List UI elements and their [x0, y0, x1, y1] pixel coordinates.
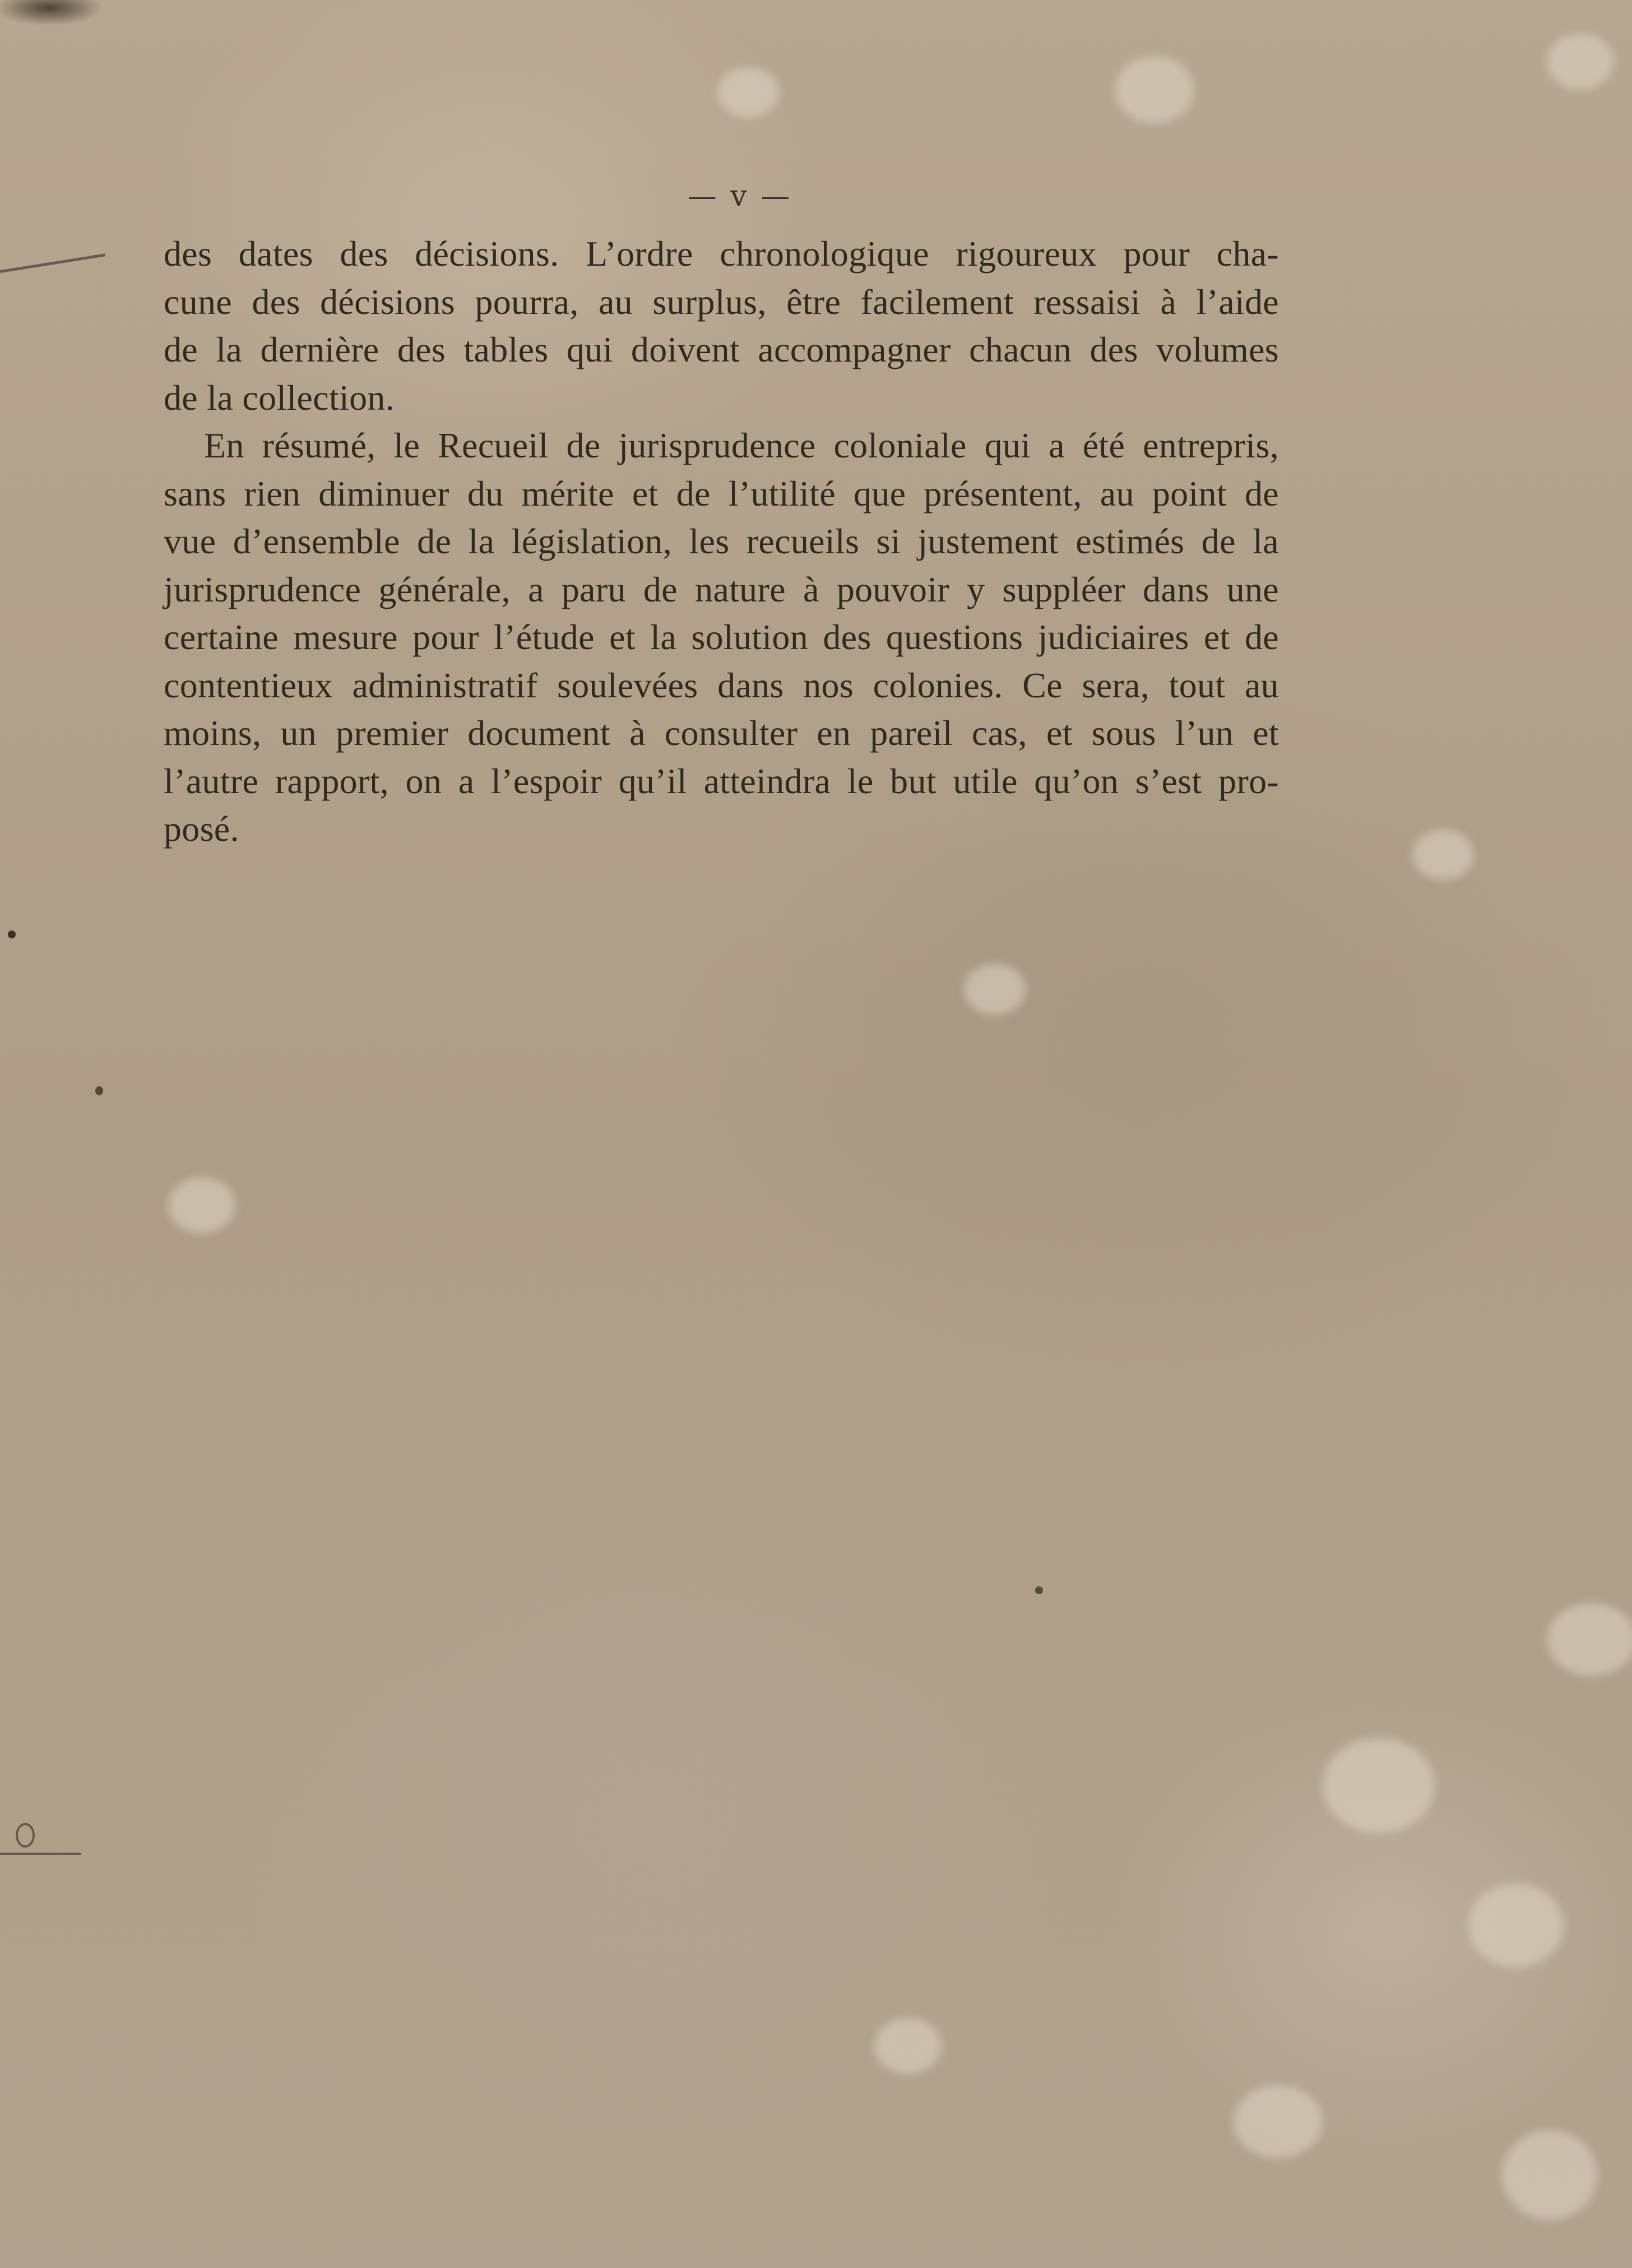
body-text — [164, 230, 1279, 853]
paragraph — [164, 230, 1279, 422]
margin-pencil-mark — [0, 1853, 81, 1855]
margin-pencil-mark — [0, 253, 105, 273]
paper-spot — [1323, 1738, 1435, 1833]
text-line: l’autre rapport, on a l’espoir qu’il atteindra le but utile qu’on s’est pro- — [164, 761, 1279, 801]
corner-smudge — [0, 0, 123, 39]
paper-spot — [1412, 830, 1474, 880]
text-line: des dates des décisions. L’ordre chronologique rigoureux pour cha- — [164, 234, 1279, 274]
text-line: de la collection. — [164, 377, 395, 418]
text-line: sans rien diminuer du mérite et de l’utilité que présentent, au point de — [164, 473, 1279, 513]
ink-dot — [95, 1086, 103, 1095]
text-line: certaine mesure pour l’étude et la solution des questions judiciaires et de — [164, 617, 1279, 657]
text-line: de la dernière des tables qui doivent accompagner chacun des volumes — [164, 330, 1279, 369]
paper-spot — [1547, 1603, 1632, 1676]
text-line: moins, un premier document à consulter en pareil cas, et sous l’un et — [164, 713, 1279, 753]
text-line: jurisprudence générale, a paru de nature à pouvoir y suppléer dans une — [164, 569, 1279, 609]
paper-spot — [1502, 2130, 1597, 2220]
text-line: posé. — [164, 809, 239, 849]
paper-spot — [1547, 34, 1614, 90]
text-line: cune des décisions pourra, au surplus, être facilement ressaisi à l’aide — [164, 281, 1279, 322]
text-line: En résumé, le Recueil de jurisprudence coloniale qui a été entrepris, — [204, 425, 1279, 465]
paper-spot — [168, 1177, 235, 1233]
ink-dot — [1035, 1586, 1043, 1594]
paper-spot — [1115, 56, 1194, 123]
paper-spot — [874, 2018, 942, 2074]
paper-spot — [964, 964, 1026, 1015]
text-line: contentieux administratif soulevées dans nos colonies. Ce sera, tout au — [164, 665, 1279, 705]
text-line: vue d’ensemble de la législation, les recueils si justement estimés de la — [164, 521, 1279, 561]
margin-circle-mark — [16, 1823, 35, 1848]
paper-spot — [1233, 2085, 1323, 2158]
paper-spot — [1468, 1883, 1564, 1968]
paragraph — [164, 422, 1279, 853]
page-folio: — v — — [687, 179, 792, 213]
ink-dot — [8, 931, 16, 938]
paper-spot — [717, 67, 779, 118]
